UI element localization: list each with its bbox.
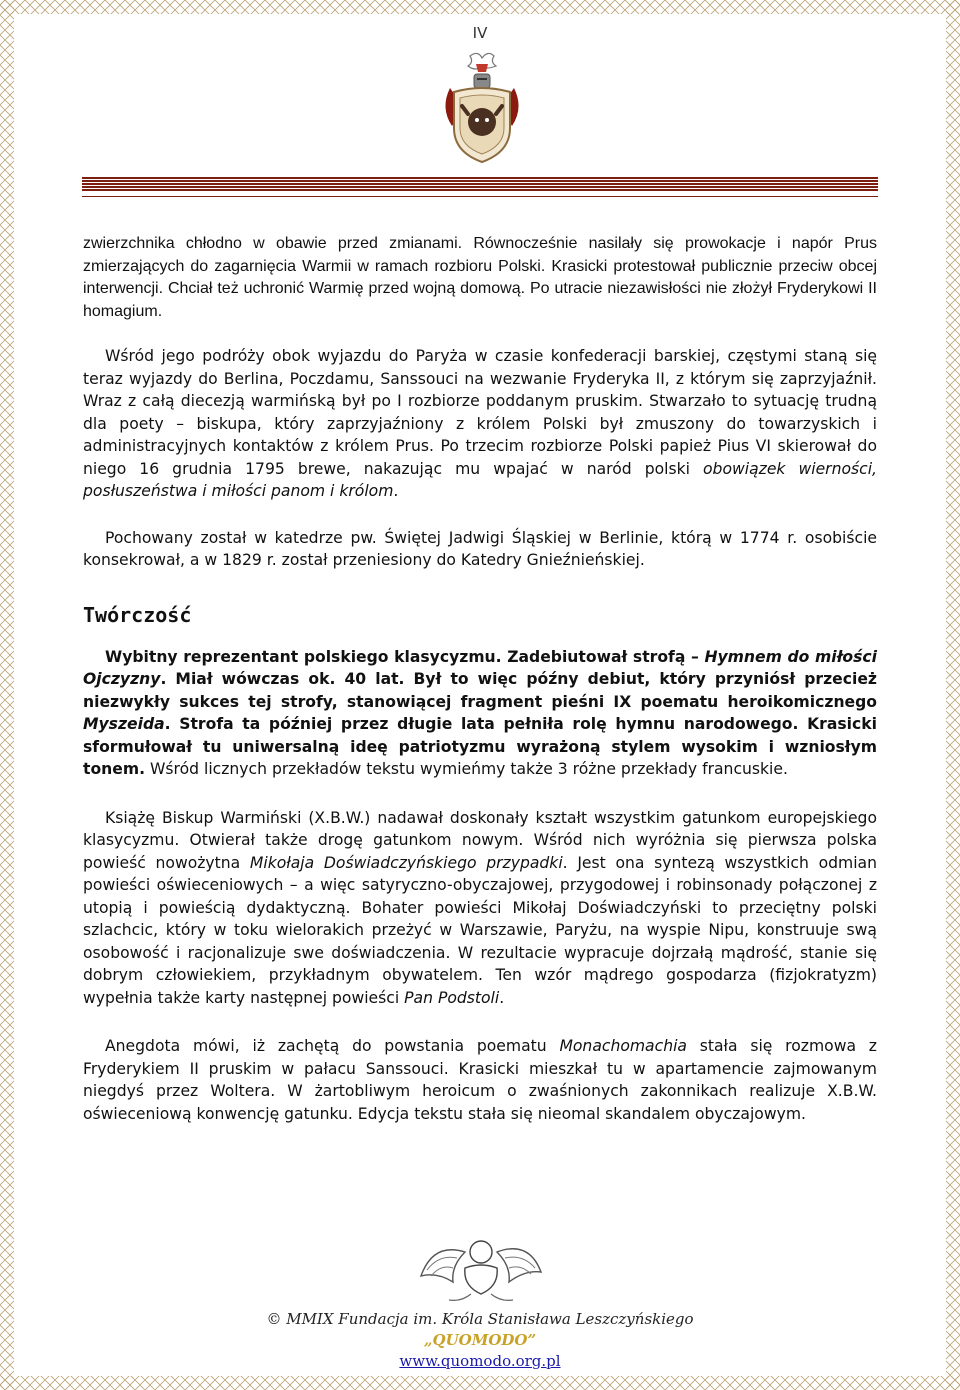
paragraph-6-text-2: stała się rozmowa z Fryderykiem II pruskim w pałacu Sanssouci. Krasicki mieszkał tu w apartamencie zajmowanym niegdyś przez Woltera. W żartobliwym heroicum o zwaśnionych zakonnikach realizuje X.B.W. oświeceniową konwencję gatunku. Edycja tekstu stała się nieomal skandalem obyczajowym. [83,1037,877,1123]
paragraph-5-text-1: Książę Biskup Warmiński (X.B.W.) nadawał doskonały kształt wszystkim gatunkom europejskiego klasycyzmu. Otwierał także drogę gatunkom nowym. Wśród nich wyróżnia się pierwsza polska powieść nowożytna [83,808,877,872]
hymn-title: Hymnem do miłości Ojczyzny [83,647,877,688]
paragraph-1 [83,233,877,323]
paragraph-1-text: zwierzchnika chłodno w obawie przed zmianami. Równocześnie nasilały się prowokacje i napór Prus zmierzających do zagarnięcia Warmii w ramach rozbioru Polski. Krasicki protestował publicznie przeciw obcej interwencji. Chciał też uchronić Warmię przed wojną domową. Po utracie niezawisłości nie złożył Fryderykowi II homagium. [83,235,877,320]
novel-title-1: Mikołaja Doświadczyńskiego przypadki [249,853,563,872]
page-number: IV [472,24,488,42]
paragraph-2-end: . [393,482,399,500]
paragraph-4-bold-1: Wybitny reprezentant polskiego klasycyzmu. Zadebiutował strofą – [105,647,705,666]
paragraph-6 [83,1035,877,1125]
section-heading: Twórczość [83,602,192,627]
header-rule-line [82,196,878,197]
paragraph-5-end: . [499,988,505,1007]
paragraph-2-emphasis: obowiązek wierności, posłuszeństwa i miłości panom i królom [83,459,877,500]
coat-of-arms-icon [440,48,524,166]
cherub-ornament-icon [413,1222,549,1306]
paragraph-3: Pochowany został w katedrze pw. Świętej Jadwigi Śląskiej w Berlinie, którą w 1774 r. osobiście konsekrował, a w 1829 r. został przeniesiony do Katedry Gnieźnieńskiej. [83,528,877,569]
paragraph-6-text-1: Anegdota mówi, iż zachętą do powstania poematu [105,1037,560,1055]
paragraph-5-text-2: . Jest ona syntezą wszystkich odmian powieści oświeceniowych – a więc satyryczno-obyczajowej, przygodowej i robinsonady połączonej z utopią i powieścią dydaktyczną. Bohater powieści Mikołaj Doświadczyński to przeciętny polski szlachcic, który w toku wielorakich przeżyć w Warszawie, Paryżu, na wyspie Nipu, konstruuje swą osobowość i racjonalizuje swe doświadczenia. W rezultacie wypracuje dojrzałą mądrość, stanie się dobrym człowiekiem, przykładnym obywatelem. Ten wzór mądrego gospodarza (fizjokratyzm) wypełnia także karty następnej powieści [83,853,877,1007]
footer-link[interactable]: www.quomodo.org.pl [399,1352,561,1370]
paragraph-2-text: Wśród jego podróży obok wyjazdu do Paryża w czasie konfederacji barskiej, częstymi staną się teraz wyjazdy do Berlina, Poczdamu, Sanssouci na wezwanie Fryderyka II, z którym się zaprzyjaźnił. Wraz z całą diecezją warmińską był po I rozbiorze poddanym pruskim. Stwarzało to sytuację trudną dla poety – biskupa, który zaprzyjaźniony z królem Polski był zmuszony do towarzyskich i administracyjnych kontaktów z królem Prus. Po trzecim rozbiorze Polski papież Pius VI skierował do niego 16 grudnia 1795 brewe, nakazując mu wpajać w naród polski [83,347,877,478]
novel-title-2: Pan Podstoli [404,988,500,1007]
paragraph-4-normal: Wśród licznych przekładów tekstu wymieńmy także 3 różne przekłady francuskie. [145,760,788,778]
paragraph-4-bold-2: . Miał wówczas ok. 40 lat. Był to więc późny debiut, który przyniósł przecież niezwykły sukces tej strofy, stanowiącej fragment pieśni IX poematu heroikomicznego [83,670,877,711]
footer-brand: „QUOMODO” [423,1331,537,1349]
poem-title: Monachomachia [559,1037,687,1055]
paragraph-4-bold-3: . Strofa ta później przez długie lata pełniła rolę hymnu narodowego. Krasicki sformułował tu uniwersalną ideę patriotyzmu wyrażoną stylem wysokim i wzniosłym tonem. [83,715,877,778]
paragraph-2 [83,345,877,503]
myszeida-title: Myszeida [83,715,165,733]
header-rule-band [82,177,878,191]
document-body [83,233,877,1125]
paragraph-5 [83,807,877,1010]
footer [0,1309,960,1372]
paragraph-4 [83,646,877,781]
footer-copyright: © MMIX Fundacja im. Króla Stanisława Leszczyńskiego [266,1310,694,1328]
